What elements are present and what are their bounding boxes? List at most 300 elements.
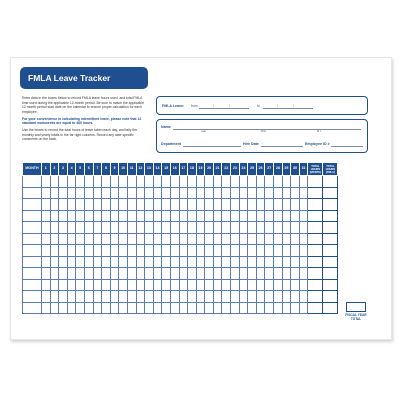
total-hours-cell[interactable]	[308, 176, 323, 188]
day-hours-cell[interactable]	[67, 302, 76, 314]
fiscal-year-total-field[interactable]	[346, 302, 366, 312]
day-hours-cell[interactable]	[239, 256, 248, 268]
day-hours-cell[interactable]	[256, 233, 265, 245]
total-hours-cell[interactable]	[323, 233, 338, 245]
day-hours-cell[interactable]	[145, 256, 154, 268]
day-hours-cell[interactable]	[170, 176, 179, 188]
day-hours-cell[interactable]	[162, 210, 171, 222]
day-hours-cell[interactable]	[102, 268, 111, 280]
day-hours-cell[interactable]	[67, 210, 76, 222]
day-hours-cell[interactable]	[248, 210, 257, 222]
day-hours-cell[interactable]	[136, 302, 145, 314]
day-hours-cell[interactable]	[282, 245, 291, 257]
day-hours-cell[interactable]	[170, 302, 179, 314]
day-hours-cell[interactable]	[196, 256, 205, 268]
day-hours-cell[interactable]	[162, 233, 171, 245]
day-hours-cell[interactable]	[59, 291, 68, 303]
day-hours-cell[interactable]	[84, 222, 93, 234]
day-hours-cell[interactable]	[291, 268, 300, 280]
day-hours-cell[interactable]	[205, 187, 214, 199]
day-hours-cell[interactable]	[162, 291, 171, 303]
day-hours-cell[interactable]	[239, 245, 248, 257]
day-hours-cell[interactable]	[239, 291, 248, 303]
total-hours-cell[interactable]	[308, 222, 323, 234]
day-hours-cell[interactable]	[93, 302, 102, 314]
day-hours-cell[interactable]	[162, 302, 171, 314]
day-hours-cell[interactable]	[67, 245, 76, 257]
day-hours-cell[interactable]	[119, 176, 128, 188]
day-hours-cell[interactable]	[265, 187, 274, 199]
day-hours-cell[interactable]	[153, 268, 162, 280]
day-hours-cell[interactable]	[213, 222, 222, 234]
day-hours-cell[interactable]	[145, 233, 154, 245]
day-hours-cell[interactable]	[102, 291, 111, 303]
month-name-cell[interactable]	[23, 245, 42, 257]
day-hours-cell[interactable]	[179, 245, 188, 257]
day-hours-cell[interactable]	[67, 187, 76, 199]
day-hours-cell[interactable]	[127, 199, 136, 211]
day-hours-cell[interactable]	[59, 279, 68, 291]
day-hours-cell[interactable]	[265, 176, 274, 188]
day-hours-cell[interactable]	[291, 199, 300, 211]
day-hours-cell[interactable]	[59, 302, 68, 314]
day-hours-cell[interactable]	[145, 245, 154, 257]
month-name-cell[interactable]	[23, 291, 42, 303]
day-hours-cell[interactable]	[67, 176, 76, 188]
day-hours-cell[interactable]	[196, 176, 205, 188]
day-hours-cell[interactable]	[248, 222, 257, 234]
day-hours-cell[interactable]	[42, 233, 51, 245]
day-hours-cell[interactable]	[162, 245, 171, 257]
day-hours-cell[interactable]	[93, 210, 102, 222]
day-hours-cell[interactable]	[110, 245, 119, 257]
total-hours-cell[interactable]	[308, 199, 323, 211]
day-hours-cell[interactable]	[145, 302, 154, 314]
day-hours-cell[interactable]	[205, 256, 214, 268]
day-hours-cell[interactable]	[102, 210, 111, 222]
month-name-cell[interactable]	[23, 233, 42, 245]
day-hours-cell[interactable]	[153, 256, 162, 268]
day-hours-cell[interactable]	[170, 199, 179, 211]
day-hours-cell[interactable]	[265, 302, 274, 314]
month-name-cell[interactable]	[23, 176, 42, 188]
day-hours-cell[interactable]	[136, 210, 145, 222]
day-hours-cell[interactable]	[145, 222, 154, 234]
day-hours-cell[interactable]	[50, 210, 59, 222]
day-hours-cell[interactable]	[231, 279, 240, 291]
day-hours-cell[interactable]	[256, 268, 265, 280]
day-hours-cell[interactable]	[136, 187, 145, 199]
day-hours-cell[interactable]	[188, 233, 197, 245]
day-hours-cell[interactable]	[50, 279, 59, 291]
day-hours-cell[interactable]	[231, 176, 240, 188]
day-hours-cell[interactable]	[213, 268, 222, 280]
day-hours-cell[interactable]	[179, 222, 188, 234]
day-hours-cell[interactable]	[213, 187, 222, 199]
day-hours-cell[interactable]	[231, 302, 240, 314]
day-hours-cell[interactable]	[205, 291, 214, 303]
day-hours-cell[interactable]	[282, 176, 291, 188]
day-hours-cell[interactable]	[93, 256, 102, 268]
day-hours-cell[interactable]	[299, 210, 308, 222]
day-hours-cell[interactable]	[136, 279, 145, 291]
day-hours-cell[interactable]	[153, 176, 162, 188]
day-hours-cell[interactable]	[231, 256, 240, 268]
day-hours-cell[interactable]	[42, 256, 51, 268]
day-hours-cell[interactable]	[205, 222, 214, 234]
day-hours-cell[interactable]	[42, 279, 51, 291]
day-hours-cell[interactable]	[119, 187, 128, 199]
day-hours-cell[interactable]	[50, 245, 59, 257]
day-hours-cell[interactable]	[291, 291, 300, 303]
to-date-field[interactable]	[263, 108, 313, 109]
day-hours-cell[interactable]	[265, 291, 274, 303]
total-hours-cell[interactable]	[308, 279, 323, 291]
day-hours-cell[interactable]	[153, 233, 162, 245]
day-hours-cell[interactable]	[248, 233, 257, 245]
day-hours-cell[interactable]	[274, 176, 283, 188]
day-hours-cell[interactable]	[265, 245, 274, 257]
day-hours-cell[interactable]	[256, 302, 265, 314]
day-hours-cell[interactable]	[170, 233, 179, 245]
day-hours-cell[interactable]	[179, 187, 188, 199]
day-hours-cell[interactable]	[119, 210, 128, 222]
day-hours-cell[interactable]	[291, 210, 300, 222]
day-hours-cell[interactable]	[256, 222, 265, 234]
day-hours-cell[interactable]	[119, 279, 128, 291]
day-hours-cell[interactable]	[274, 187, 283, 199]
day-hours-cell[interactable]	[282, 302, 291, 314]
day-hours-cell[interactable]	[205, 233, 214, 245]
day-hours-cell[interactable]	[239, 210, 248, 222]
day-hours-cell[interactable]	[256, 245, 265, 257]
day-hours-cell[interactable]	[119, 199, 128, 211]
total-hours-cell[interactable]	[323, 222, 338, 234]
day-hours-cell[interactable]	[196, 245, 205, 257]
total-hours-cell[interactable]	[323, 279, 338, 291]
day-hours-cell[interactable]	[76, 302, 85, 314]
day-hours-cell[interactable]	[59, 199, 68, 211]
day-hours-cell[interactable]	[119, 302, 128, 314]
day-hours-cell[interactable]	[179, 176, 188, 188]
day-hours-cell[interactable]	[93, 268, 102, 280]
day-hours-cell[interactable]	[196, 199, 205, 211]
day-hours-cell[interactable]	[76, 268, 85, 280]
day-hours-cell[interactable]	[93, 291, 102, 303]
total-hours-cell[interactable]	[308, 245, 323, 257]
total-hours-cell[interactable]	[323, 291, 338, 303]
day-hours-cell[interactable]	[145, 187, 154, 199]
day-hours-cell[interactable]	[248, 279, 257, 291]
day-hours-cell[interactable]	[42, 187, 51, 199]
day-hours-cell[interactable]	[205, 268, 214, 280]
day-hours-cell[interactable]	[256, 210, 265, 222]
day-hours-cell[interactable]	[222, 199, 231, 211]
day-hours-cell[interactable]	[153, 199, 162, 211]
day-hours-cell[interactable]	[76, 187, 85, 199]
day-hours-cell[interactable]	[84, 210, 93, 222]
day-hours-cell[interactable]	[196, 222, 205, 234]
day-hours-cell[interactable]	[256, 187, 265, 199]
total-hours-cell[interactable]	[323, 256, 338, 268]
day-hours-cell[interactable]	[136, 291, 145, 303]
day-hours-cell[interactable]	[213, 176, 222, 188]
day-hours-cell[interactable]	[102, 199, 111, 211]
day-hours-cell[interactable]	[299, 187, 308, 199]
day-hours-cell[interactable]	[179, 268, 188, 280]
day-hours-cell[interactable]	[196, 187, 205, 199]
day-hours-cell[interactable]	[299, 199, 308, 211]
day-hours-cell[interactable]	[179, 210, 188, 222]
total-hours-cell[interactable]	[308, 256, 323, 268]
total-hours-cell[interactable]	[323, 210, 338, 222]
month-name-cell[interactable]	[23, 268, 42, 280]
day-hours-cell[interactable]	[248, 245, 257, 257]
total-hours-cell[interactable]	[308, 210, 323, 222]
day-hours-cell[interactable]	[153, 302, 162, 314]
day-hours-cell[interactable]	[282, 291, 291, 303]
day-hours-cell[interactable]	[93, 222, 102, 234]
day-hours-cell[interactable]	[153, 245, 162, 257]
day-hours-cell[interactable]	[239, 199, 248, 211]
day-hours-cell[interactable]	[170, 210, 179, 222]
day-hours-cell[interactable]	[153, 210, 162, 222]
day-hours-cell[interactable]	[127, 210, 136, 222]
day-hours-cell[interactable]	[119, 268, 128, 280]
day-hours-cell[interactable]	[205, 245, 214, 257]
day-hours-cell[interactable]	[110, 233, 119, 245]
day-hours-cell[interactable]	[256, 279, 265, 291]
day-hours-cell[interactable]	[205, 176, 214, 188]
day-hours-cell[interactable]	[59, 187, 68, 199]
day-hours-cell[interactable]	[110, 302, 119, 314]
day-hours-cell[interactable]	[222, 210, 231, 222]
day-hours-cell[interactable]	[179, 291, 188, 303]
day-hours-cell[interactable]	[282, 256, 291, 268]
day-hours-cell[interactable]	[110, 256, 119, 268]
total-hours-cell[interactable]	[323, 245, 338, 257]
day-hours-cell[interactable]	[291, 302, 300, 314]
day-hours-cell[interactable]	[213, 302, 222, 314]
day-hours-cell[interactable]	[179, 233, 188, 245]
day-hours-cell[interactable]	[222, 222, 231, 234]
month-name-cell[interactable]	[23, 256, 42, 268]
day-hours-cell[interactable]	[84, 302, 93, 314]
day-hours-cell[interactable]	[84, 233, 93, 245]
day-hours-cell[interactable]	[84, 176, 93, 188]
day-hours-cell[interactable]	[248, 302, 257, 314]
day-hours-cell[interactable]	[274, 199, 283, 211]
day-hours-cell[interactable]	[231, 268, 240, 280]
day-hours-cell[interactable]	[127, 256, 136, 268]
day-hours-cell[interactable]	[265, 279, 274, 291]
day-hours-cell[interactable]	[170, 222, 179, 234]
day-hours-cell[interactable]	[205, 199, 214, 211]
day-hours-cell[interactable]	[274, 302, 283, 314]
day-hours-cell[interactable]	[153, 279, 162, 291]
day-hours-cell[interactable]	[119, 291, 128, 303]
day-hours-cell[interactable]	[76, 210, 85, 222]
day-hours-cell[interactable]	[231, 199, 240, 211]
day-hours-cell[interactable]	[196, 291, 205, 303]
day-hours-cell[interactable]	[127, 291, 136, 303]
day-hours-cell[interactable]	[84, 256, 93, 268]
day-hours-cell[interactable]	[274, 268, 283, 280]
day-hours-cell[interactable]	[42, 302, 51, 314]
day-hours-cell[interactable]	[42, 245, 51, 257]
day-hours-cell[interactable]	[256, 176, 265, 188]
day-hours-cell[interactable]	[213, 233, 222, 245]
day-hours-cell[interactable]	[93, 279, 102, 291]
day-hours-cell[interactable]	[136, 268, 145, 280]
day-hours-cell[interactable]	[188, 222, 197, 234]
day-hours-cell[interactable]	[93, 233, 102, 245]
day-hours-cell[interactable]	[222, 233, 231, 245]
day-hours-cell[interactable]	[256, 291, 265, 303]
day-hours-cell[interactable]	[231, 222, 240, 234]
day-hours-cell[interactable]	[59, 233, 68, 245]
month-name-cell[interactable]	[23, 199, 42, 211]
day-hours-cell[interactable]	[188, 187, 197, 199]
day-hours-cell[interactable]	[248, 199, 257, 211]
day-hours-cell[interactable]	[42, 199, 51, 211]
day-hours-cell[interactable]	[136, 245, 145, 257]
day-hours-cell[interactable]	[265, 210, 274, 222]
day-hours-cell[interactable]	[274, 279, 283, 291]
day-hours-cell[interactable]	[282, 210, 291, 222]
day-hours-cell[interactable]	[222, 187, 231, 199]
day-hours-cell[interactable]	[282, 268, 291, 280]
day-hours-cell[interactable]	[110, 291, 119, 303]
day-hours-cell[interactable]	[205, 279, 214, 291]
day-hours-cell[interactable]	[299, 291, 308, 303]
day-hours-cell[interactable]	[248, 268, 257, 280]
day-hours-cell[interactable]	[127, 245, 136, 257]
day-hours-cell[interactable]	[179, 302, 188, 314]
day-hours-cell[interactable]	[110, 199, 119, 211]
day-hours-cell[interactable]	[102, 245, 111, 257]
day-hours-cell[interactable]	[67, 279, 76, 291]
day-hours-cell[interactable]	[170, 268, 179, 280]
day-hours-cell[interactable]	[110, 268, 119, 280]
day-hours-cell[interactable]	[136, 176, 145, 188]
day-hours-cell[interactable]	[50, 199, 59, 211]
day-hours-cell[interactable]	[231, 291, 240, 303]
month-name-cell[interactable]	[23, 210, 42, 222]
day-hours-cell[interactable]	[162, 279, 171, 291]
day-hours-cell[interactable]	[145, 291, 154, 303]
day-hours-cell[interactable]	[274, 210, 283, 222]
day-hours-cell[interactable]	[256, 199, 265, 211]
day-hours-cell[interactable]	[222, 302, 231, 314]
day-hours-cell[interactable]	[59, 176, 68, 188]
day-hours-cell[interactable]	[196, 302, 205, 314]
day-hours-cell[interactable]	[299, 245, 308, 257]
day-hours-cell[interactable]	[188, 210, 197, 222]
day-hours-cell[interactable]	[265, 268, 274, 280]
day-hours-cell[interactable]	[84, 279, 93, 291]
day-hours-cell[interactable]	[162, 176, 171, 188]
day-hours-cell[interactable]	[127, 279, 136, 291]
day-hours-cell[interactable]	[265, 222, 274, 234]
day-hours-cell[interactable]	[76, 279, 85, 291]
day-hours-cell[interactable]	[162, 256, 171, 268]
day-hours-cell[interactable]	[239, 279, 248, 291]
day-hours-cell[interactable]	[67, 268, 76, 280]
day-hours-cell[interactable]	[196, 279, 205, 291]
day-hours-cell[interactable]	[145, 268, 154, 280]
day-hours-cell[interactable]	[76, 176, 85, 188]
day-hours-cell[interactable]	[119, 245, 128, 257]
total-hours-cell[interactable]	[308, 233, 323, 245]
day-hours-cell[interactable]	[50, 233, 59, 245]
day-hours-cell[interactable]	[145, 279, 154, 291]
day-hours-cell[interactable]	[50, 256, 59, 268]
day-hours-cell[interactable]	[84, 245, 93, 257]
day-hours-cell[interactable]	[248, 256, 257, 268]
day-hours-cell[interactable]	[222, 268, 231, 280]
day-hours-cell[interactable]	[170, 256, 179, 268]
day-hours-cell[interactable]	[205, 210, 214, 222]
day-hours-cell[interactable]	[282, 187, 291, 199]
day-hours-cell[interactable]	[239, 176, 248, 188]
day-hours-cell[interactable]	[231, 210, 240, 222]
day-hours-cell[interactable]	[136, 256, 145, 268]
day-hours-cell[interactable]	[231, 245, 240, 257]
day-hours-cell[interactable]	[59, 222, 68, 234]
day-hours-cell[interactable]	[84, 268, 93, 280]
day-hours-cell[interactable]	[265, 233, 274, 245]
day-hours-cell[interactable]	[102, 256, 111, 268]
day-hours-cell[interactable]	[170, 245, 179, 257]
day-hours-cell[interactable]	[50, 302, 59, 314]
from-date-field[interactable]	[199, 108, 249, 109]
month-name-cell[interactable]	[23, 222, 42, 234]
day-hours-cell[interactable]	[248, 176, 257, 188]
day-hours-cell[interactable]	[102, 302, 111, 314]
day-hours-cell[interactable]	[67, 222, 76, 234]
day-hours-cell[interactable]	[136, 199, 145, 211]
day-hours-cell[interactable]	[205, 302, 214, 314]
day-hours-cell[interactable]	[50, 187, 59, 199]
day-hours-cell[interactable]	[127, 187, 136, 199]
day-hours-cell[interactable]	[110, 210, 119, 222]
month-name-cell[interactable]	[23, 279, 42, 291]
day-hours-cell[interactable]	[299, 222, 308, 234]
day-hours-cell[interactable]	[127, 268, 136, 280]
day-hours-cell[interactable]	[93, 199, 102, 211]
day-hours-cell[interactable]	[102, 187, 111, 199]
day-hours-cell[interactable]	[188, 199, 197, 211]
day-hours-cell[interactable]	[274, 245, 283, 257]
day-hours-cell[interactable]	[42, 176, 51, 188]
day-hours-cell[interactable]	[188, 176, 197, 188]
hire-date-field[interactable]	[261, 146, 303, 147]
day-hours-cell[interactable]	[222, 279, 231, 291]
day-hours-cell[interactable]	[76, 256, 85, 268]
day-hours-cell[interactable]	[59, 210, 68, 222]
day-hours-cell[interactable]	[170, 291, 179, 303]
day-hours-cell[interactable]	[265, 256, 274, 268]
day-hours-cell[interactable]	[76, 199, 85, 211]
month-name-cell[interactable]	[23, 302, 42, 314]
day-hours-cell[interactable]	[127, 176, 136, 188]
day-hours-cell[interactable]	[162, 268, 171, 280]
total-hours-cell[interactable]	[308, 187, 323, 199]
day-hours-cell[interactable]	[67, 199, 76, 211]
day-hours-cell[interactable]	[179, 279, 188, 291]
day-hours-cell[interactable]	[291, 176, 300, 188]
